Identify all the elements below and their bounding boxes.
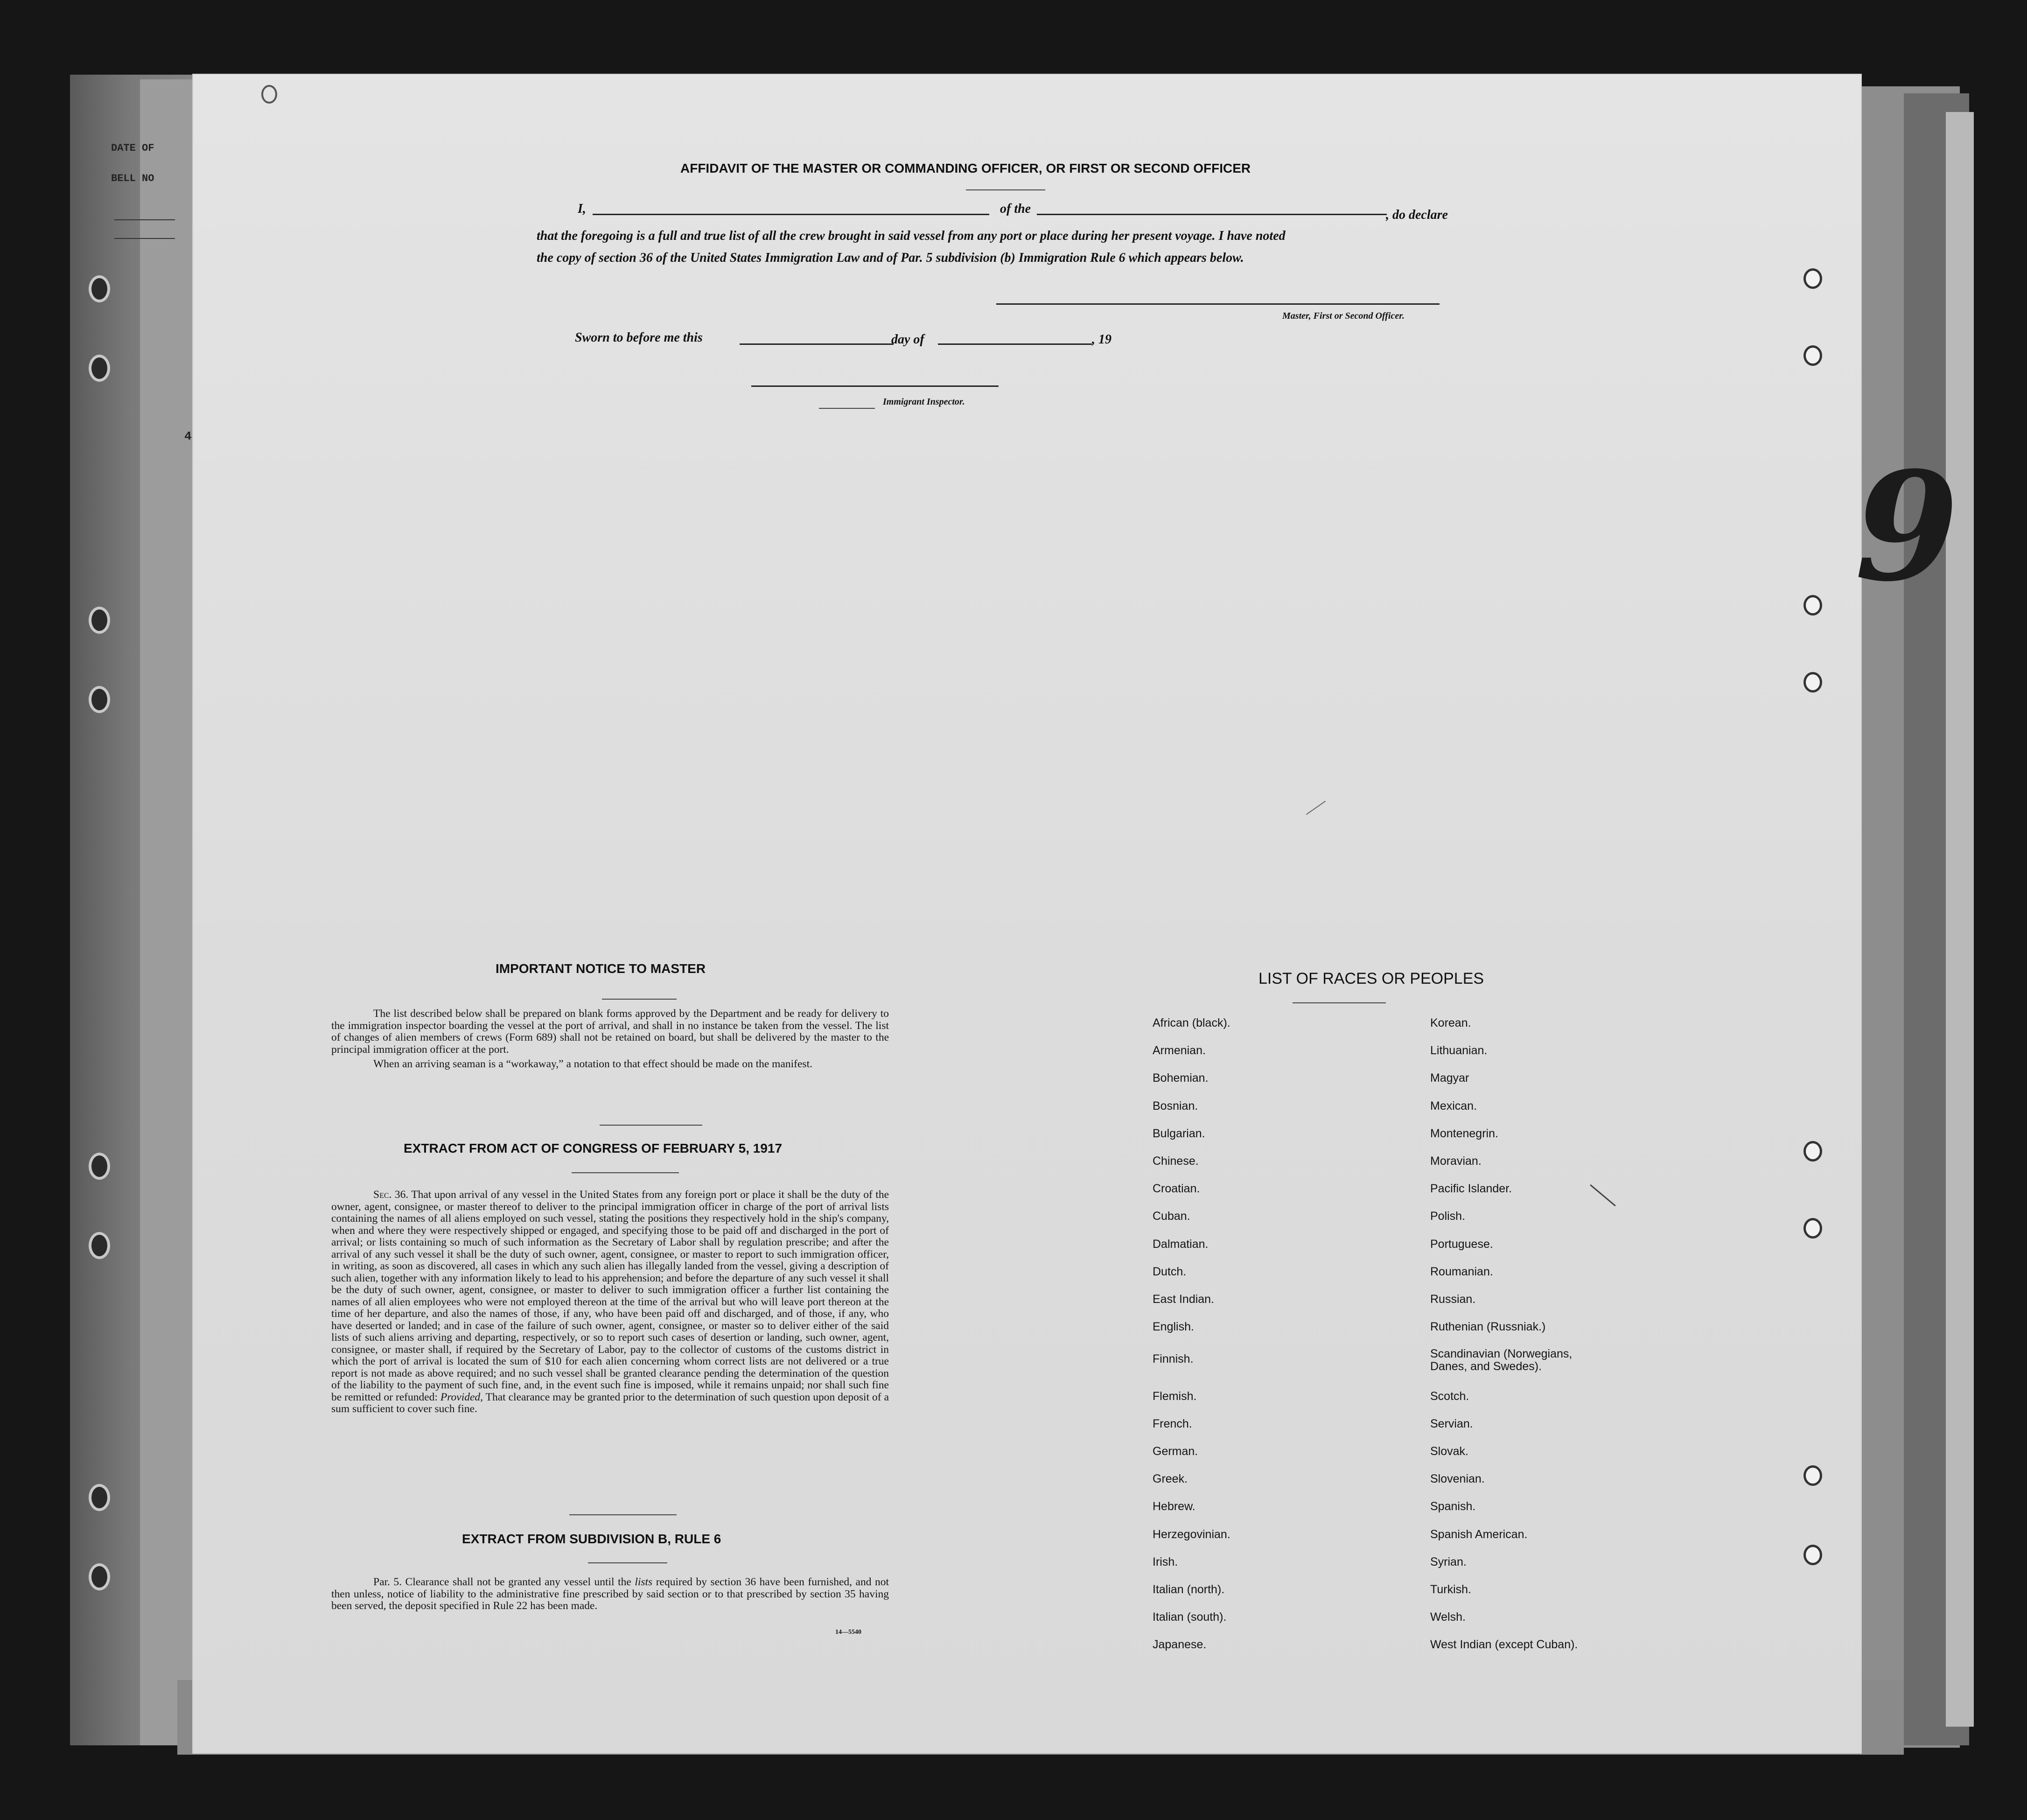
race-item: Greek. — [1153, 1472, 1188, 1486]
section-label: Sec. 36. — [373, 1189, 409, 1201]
race-item: Scandinavian (Norwegians, Danes, and Swedes). — [1430, 1347, 1573, 1373]
binder-hole-icon — [89, 1484, 110, 1511]
binder-hole-icon — [89, 1153, 110, 1180]
race-item: East Indian. — [1153, 1293, 1215, 1306]
race-item: Portuguese. — [1430, 1237, 1493, 1251]
affidavit-of-the: of the — [1000, 202, 1031, 216]
race-item: Mexican. — [1430, 1099, 1477, 1113]
race-item: Servian. — [1430, 1417, 1473, 1430]
race-item: Japanese. — [1153, 1638, 1207, 1652]
binder-hole-icon — [89, 1563, 110, 1590]
lists-word: lists — [635, 1576, 653, 1588]
notice-body — [331, 1008, 889, 1071]
handwritten-page-number: 9 — [1855, 440, 1959, 615]
inspector-signature-line — [751, 385, 999, 387]
race-item: Slovenian. — [1430, 1472, 1485, 1486]
binder-hole-icon — [1803, 268, 1822, 289]
margin-underline — [114, 238, 175, 239]
race-item: Turkish. — [1430, 1583, 1471, 1596]
manifest-page — [192, 74, 1862, 1754]
race-item: Bohemian. — [1153, 1071, 1209, 1085]
race-item: African (black). — [1153, 1016, 1230, 1029]
race-item: Moravian. — [1430, 1155, 1482, 1168]
races-divider — [1293, 1002, 1386, 1003]
margin-label-bell: BELL NO — [111, 173, 154, 184]
race-item: Spanish. — [1430, 1500, 1476, 1513]
binder-hole-icon — [1803, 1545, 1822, 1565]
notice-paragraph: The list described below shall be prepared on blank forms approved by the Department and be ready for delivery to the immigration inspector boarding the vessel at the port of arrival, and shall in no instance be taken from the vessel. The list of changes of alien members of crews (Form 689) shall not be retained on board, but shall be delivered by the master to the principal immigration officer at the port. — [331, 1008, 889, 1056]
race-item: Cuban. — [1153, 1210, 1190, 1223]
notice-paragraph: When an arriving seaman is a “workaway,” a notation to that effect should be made on the manifest. — [373, 1058, 812, 1070]
affidavit-i: I, — [578, 202, 586, 216]
races-title: LIST OF RACES OR PEOPLES — [1258, 970, 1484, 987]
race-item: Chinese. — [1153, 1155, 1199, 1168]
race-item: Herzegovinian. — [1153, 1527, 1230, 1541]
inspector-dash — [819, 408, 875, 409]
affidavit-line3: the copy of section 36 of the United States Immigration Law and of Par. 5 subdivision (b) Immigration Rule 6 which appears below. — [537, 251, 1244, 265]
race-item: Roumanian. — [1430, 1265, 1493, 1278]
race-item: Pacific Islander. — [1430, 1182, 1512, 1196]
race-item: West Indian (except Cuban). — [1430, 1638, 1578, 1652]
affidavit-line2: that the foregoing is a full and true list of all the crew brought in said vessel from any port or place during her present voyage. I have noted — [537, 229, 1286, 243]
binder-hole-icon — [1803, 595, 1822, 616]
rule-extract-title: EXTRACT FROM SUBDIVISION B, RULE 6 — [462, 1532, 721, 1546]
race-item: Flemish. — [1153, 1389, 1197, 1403]
sworn-day-blank — [740, 343, 894, 345]
race-item: Magyar — [1430, 1071, 1469, 1085]
section-36-text-end: That clearance may be granted prior to the determination of such question upon deposit of a sum sufficient to cover such fine. — [331, 1391, 889, 1415]
master-signature-line — [996, 303, 1440, 305]
act-extract-title: EXTRACT FROM ACT OF CONGRESS OF FEBRUARY 5, 1917 — [404, 1141, 783, 1155]
margin-underline — [114, 219, 175, 220]
race-item: Scotch. — [1430, 1389, 1469, 1403]
binder-hole-icon — [89, 607, 110, 634]
race-item: Syrian. — [1430, 1555, 1467, 1568]
notice-divider — [602, 999, 677, 1000]
race-item: Korean. — [1430, 1016, 1471, 1029]
race-item: Italian (south). — [1153, 1610, 1227, 1624]
name-blank-line — [593, 214, 989, 215]
race-item: Irish. — [1153, 1555, 1178, 1568]
section-divider — [569, 1514, 677, 1515]
title-divider — [966, 189, 1045, 190]
race-item: French. — [1153, 1417, 1192, 1430]
binder-hole-icon — [1803, 345, 1822, 366]
section-divider — [600, 1125, 702, 1126]
race-item: Armenian. — [1153, 1044, 1206, 1057]
binder-hole-icon — [1803, 672, 1822, 693]
race-item: Spanish American. — [1430, 1527, 1528, 1541]
race-item: Italian (north). — [1153, 1583, 1225, 1596]
section-36-text: That upon arrival of any vessel in the United States from any foreign port or place it shall be the duty of the owner, agent, consignee, or master thereof to deliver to the principal immigration officer in charge of the port of arrival lists containing the names of all aliens employed on such vessel, stating the positions they respectively hold in the ship's company, when and where they were respectively shipped or engaged, and specifying those to be paid off and discharged in the port of arrival; or lists containing so much of such information as the Secretary of Labor shall by regulation prescribe; and after the arrival of any such vessel it shall be the duty of such owner, agent, consignee, or master to report to such immigration officer, in writing, as soon as discovered, all cases in which any such alien has illegally landed from the vessel, giving a description of such alien, together with any information likely to lead to his apprehension; and before the departure of any such vessel it shall be the duty of such owner, agent, consignee, or master to deliver to such immigration officer a further list containing the names of all alien employees who were not employed thereon at the time of the arrival but who will leave port thereon at the time of her departure, and also the names of those, if any, who have been paid off and discharged, and of those, if any, who have deserted or landed; and in case of the failure of such owner, agent, consignee, or master so to deliver either of the said lists of such aliens arriving and departing, respectively, or so to report such cases of desertion or landing, such owner, agent, consignee, or master shall, if required by the Secretary of Labor, pay to the collector of customs of the customs district in which the port of arrival is located the sum of $10 for each alien concerning whom correct lists are not delivered or a true report is not made as above required; and no such vessel shall be granted clearance pending the determination of the question of the liability to the payment of such fine, and, in the event such fine is imposed, while it remains unpaid; nor shall such fine be remitted or refunded: — [331, 1189, 889, 1403]
binder-hole-icon — [89, 275, 110, 302]
provided-word: Provided, — [440, 1391, 483, 1403]
binder-hole-icon — [89, 686, 110, 713]
binder-hole-icon — [1803, 1141, 1822, 1162]
form-number: 14—5540 — [835, 1629, 861, 1636]
rule-extract-body — [331, 1576, 889, 1612]
margin-label-date: DATE OF — [111, 142, 154, 154]
notice-title: IMPORTANT NOTICE TO MASTER — [496, 961, 706, 976]
binder-hole-icon — [89, 355, 110, 382]
race-item: German. — [1153, 1445, 1198, 1458]
race-item: English. — [1153, 1320, 1194, 1334]
binder-hole-icon — [1803, 1218, 1822, 1239]
sworn-month-blank — [938, 343, 1092, 345]
race-item: Croatian. — [1153, 1182, 1200, 1196]
race-item: Dalmatian. — [1153, 1237, 1209, 1251]
vessel-blank-line — [1037, 214, 1387, 215]
master-signature-label: Master, First or Second Officer. — [1282, 311, 1405, 321]
race-item: Bosnian. — [1153, 1099, 1198, 1113]
race-item: Dutch. — [1153, 1265, 1187, 1278]
punch-ring-icon — [261, 85, 277, 104]
race-item: Ruthenian (Russniak.) — [1430, 1320, 1546, 1334]
affidavit-declare: , do declare — [1386, 208, 1448, 222]
sworn-text: Sworn to before me this — [575, 330, 703, 345]
race-item: Welsh. — [1430, 1610, 1466, 1624]
race-item: Slovak. — [1430, 1445, 1468, 1458]
margin-digit: 4 — [184, 429, 192, 443]
race-item: Polish. — [1430, 1210, 1466, 1223]
inspector-label: Immigrant Inspector. — [883, 397, 965, 407]
rule-text-a: Par. 5. Clearance shall not be granted any vessel until the — [373, 1576, 631, 1588]
right-backing-sheet-edge — [1946, 112, 1974, 1727]
act-extract-body — [331, 1189, 889, 1415]
binder-hole-icon — [1803, 1465, 1822, 1486]
race-item: Montenegrin. — [1430, 1127, 1498, 1140]
rule-text-b: required by section 36 have been furnished, and not then unless, notice of liability to the administrative fine prescribed by said section or to that prescribed by section 35 having been served, the deposit specified in Rule 22 has been made. — [331, 1576, 889, 1612]
sworn-day-of: day of — [891, 332, 924, 347]
act-divider — [572, 1172, 679, 1173]
binder-hole-icon — [89, 1232, 110, 1259]
sworn-year: , 19 — [1092, 332, 1111, 347]
rule-divider — [588, 1562, 667, 1563]
race-item: Russian. — [1430, 1293, 1476, 1306]
race-item: Lithuanian. — [1430, 1044, 1488, 1057]
race-item: Hebrew. — [1153, 1500, 1195, 1513]
affidavit-title: AFFIDAVIT OF THE MASTER OR COMMANDING OFFICER, OR FIRST OR SECOND OFFICER — [680, 161, 1251, 175]
race-item: Bulgarian. — [1153, 1127, 1205, 1140]
race-item: Finnish. — [1153, 1352, 1194, 1366]
